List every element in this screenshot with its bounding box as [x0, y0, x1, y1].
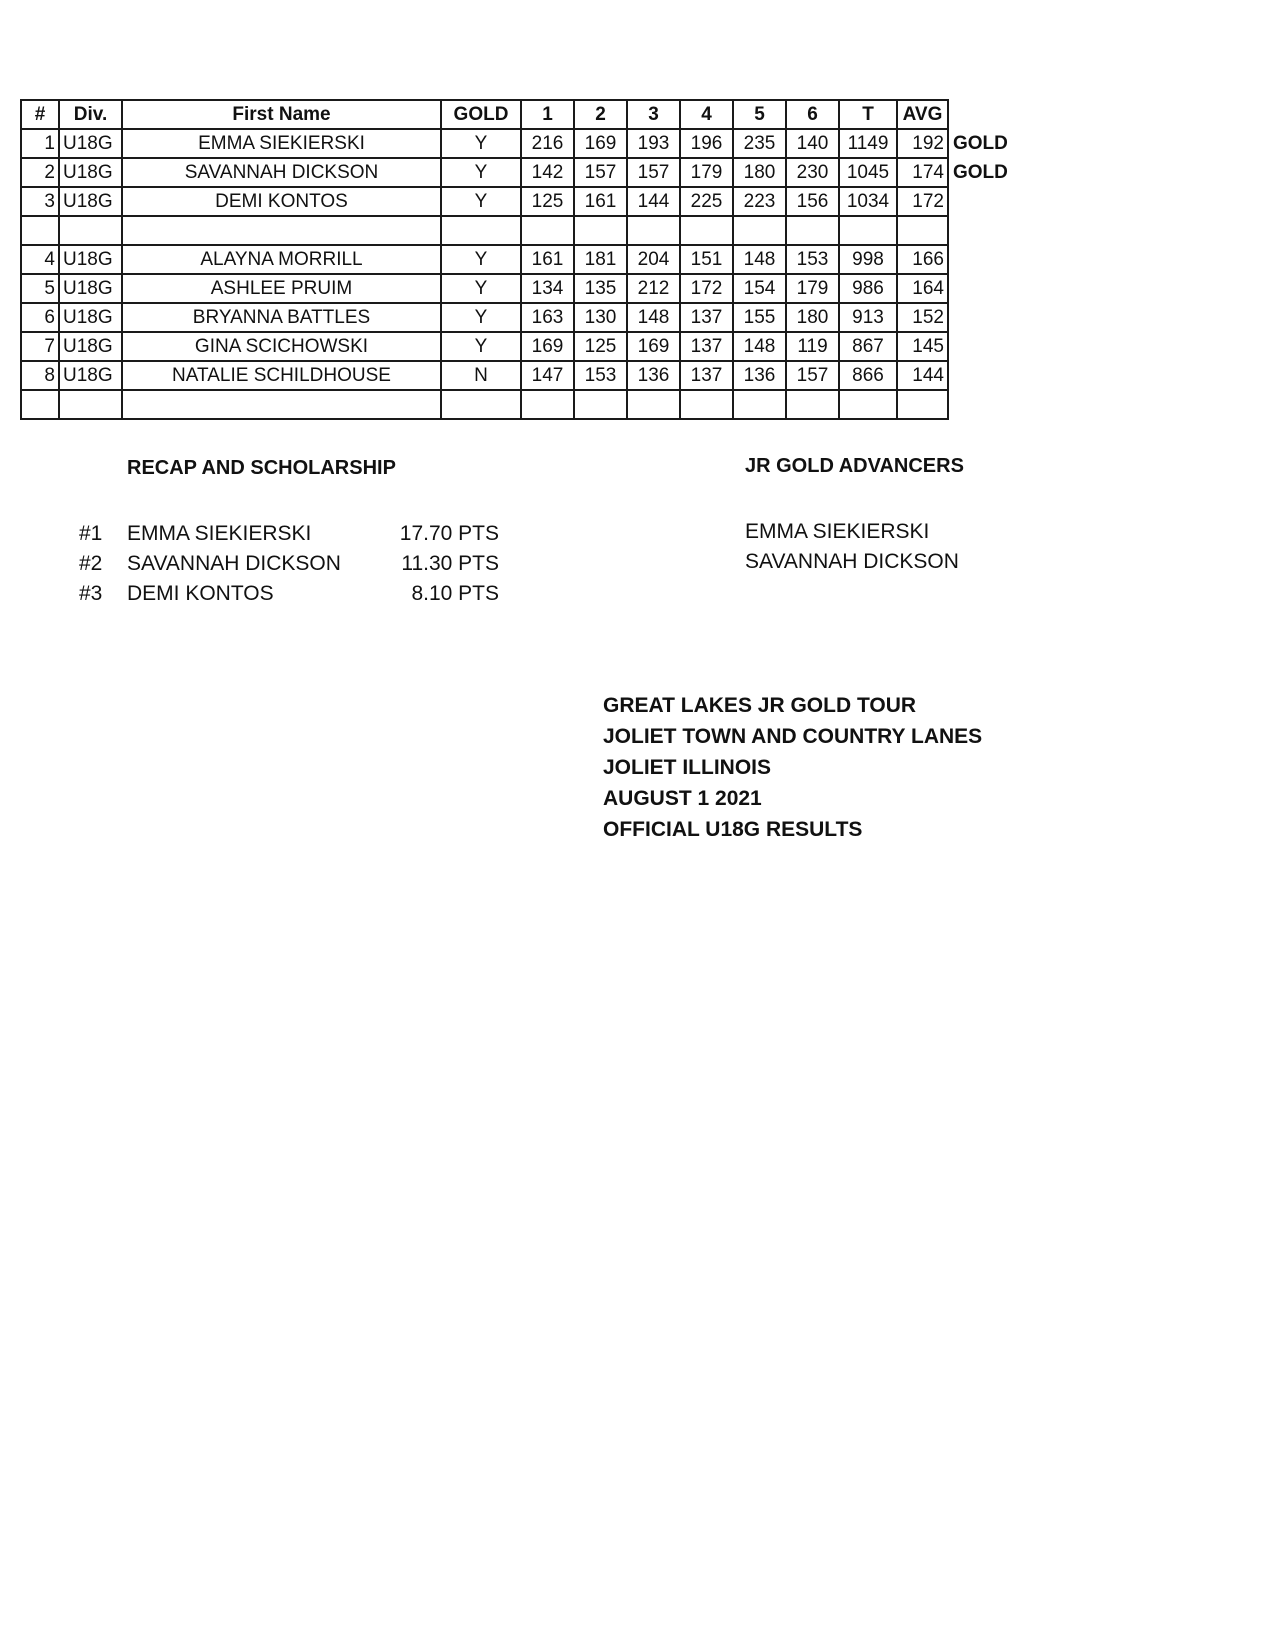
header-cell: 2	[574, 100, 627, 129]
game2-cell: 161	[574, 187, 627, 216]
rank-cell: 5	[21, 274, 59, 303]
name-cell: GINA SCICHOWSKI	[122, 332, 441, 361]
average-cell: 192	[897, 129, 948, 158]
table-row	[21, 245, 1017, 274]
recap-points: 11.30 PTS	[401, 552, 499, 575]
game2-cell: 125	[574, 332, 627, 361]
division-cell: U18G	[59, 274, 122, 303]
name-cell: EMMA SIEKIERSKI	[122, 129, 441, 158]
game4-cell: 137	[680, 361, 733, 390]
division-cell: U18G	[59, 332, 122, 361]
recap-entry	[79, 582, 509, 612]
name-cell: NATALIE SCHILDHOUSE	[122, 361, 441, 390]
header-cell: 4	[680, 100, 733, 129]
results-table	[20, 99, 1018, 420]
name-cell: SAVANNAH DICKSON	[122, 158, 441, 187]
game5-cell: 154	[733, 274, 786, 303]
name-cell: ALAYNA MORRILL	[122, 245, 441, 274]
game1-cell: 163	[521, 303, 574, 332]
gold-note	[948, 332, 1017, 361]
gold-note	[948, 245, 1017, 274]
note-header-spacer	[948, 100, 1017, 129]
total-cell: 867	[839, 332, 897, 361]
game1-cell: 216	[521, 129, 574, 158]
division-cell: U18G	[59, 187, 122, 216]
game2-cell: 157	[574, 158, 627, 187]
table-row	[21, 361, 1017, 390]
game6-cell: 179	[786, 274, 839, 303]
gold-note	[948, 303, 1017, 332]
game4-cell: 137	[680, 303, 733, 332]
total-cell: 998	[839, 245, 897, 274]
header-cell: 5	[733, 100, 786, 129]
name-cell: BRYANNA BATTLES	[122, 303, 441, 332]
game5-cell: 155	[733, 303, 786, 332]
header-cell: First Name	[122, 100, 441, 129]
recap-list	[79, 522, 509, 622]
average-cell: 152	[897, 303, 948, 332]
game4-cell: 137	[680, 332, 733, 361]
blank-row	[21, 390, 1017, 419]
event-date: AUGUST 1 2021	[603, 787, 762, 810]
gold-cell: Y	[441, 332, 521, 361]
game3-cell: 169	[627, 332, 680, 361]
game1-cell: 169	[521, 332, 574, 361]
total-cell: 1045	[839, 158, 897, 187]
division-cell: U18G	[59, 245, 122, 274]
game3-cell: 144	[627, 187, 680, 216]
game5-cell: 180	[733, 158, 786, 187]
header-cell: AVG	[897, 100, 948, 129]
game1-cell: 142	[521, 158, 574, 187]
header-row	[21, 100, 1017, 129]
game3-cell: 193	[627, 129, 680, 158]
rank-cell: 2	[21, 158, 59, 187]
game4-cell: 151	[680, 245, 733, 274]
game5-cell: 136	[733, 361, 786, 390]
game1-cell: 147	[521, 361, 574, 390]
header-cell: 3	[627, 100, 680, 129]
event-city: JOLIET ILLINOIS	[603, 756, 772, 779]
game2-cell: 130	[574, 303, 627, 332]
table-row	[21, 274, 1017, 303]
total-cell: 866	[839, 361, 897, 390]
gold-cell: Y	[441, 245, 521, 274]
recap-points: 8.10 PTS	[411, 582, 499, 605]
division-cell: U18G	[59, 158, 122, 187]
game1-cell: 125	[521, 187, 574, 216]
table-row	[21, 129, 1017, 158]
gold-cell: Y	[441, 187, 521, 216]
game4-cell: 172	[680, 274, 733, 303]
game5-cell: 148	[733, 245, 786, 274]
advancer-name: EMMA SIEKIERSKI	[745, 520, 930, 543]
average-cell: 144	[897, 361, 948, 390]
rank-cell: 1	[21, 129, 59, 158]
division-cell: U18G	[59, 129, 122, 158]
division-cell: U18G	[59, 303, 122, 332]
game3-cell: 148	[627, 303, 680, 332]
gold-note: GOLD	[953, 132, 1008, 154]
table-row	[21, 187, 1017, 216]
game6-cell: 119	[786, 332, 839, 361]
header-cell: 6	[786, 100, 839, 129]
header-cell: #	[21, 100, 59, 129]
rank-cell: 3	[21, 187, 59, 216]
recap-points: 17.70 PTS	[399, 522, 499, 545]
gold-note	[948, 187, 1017, 216]
game2-cell: 181	[574, 245, 627, 274]
total-cell: 913	[839, 303, 897, 332]
game6-cell: 157	[786, 361, 839, 390]
table-row	[21, 158, 1017, 187]
recap-entry	[79, 552, 509, 582]
gold-note	[948, 274, 1017, 303]
game3-cell: 212	[627, 274, 680, 303]
rank-cell: 6	[21, 303, 59, 332]
bottom-rows	[21, 245, 1017, 390]
rank-cell: 8	[21, 361, 59, 390]
top-rows	[21, 129, 1017, 216]
rank-cell: 4	[21, 245, 59, 274]
advancer-name: SAVANNAH DICKSON	[745, 550, 959, 573]
game4-cell: 225	[680, 187, 733, 216]
average-cell: 166	[897, 245, 948, 274]
game5-cell: 235	[733, 129, 786, 158]
gold-cell: Y	[441, 129, 521, 158]
header-cell: T	[839, 100, 897, 129]
total-cell: 986	[839, 274, 897, 303]
recap-entry	[79, 522, 509, 552]
rank-cell: 7	[21, 332, 59, 361]
table-row	[21, 303, 1017, 332]
table-row	[21, 332, 1017, 361]
gold-cell: Y	[441, 274, 521, 303]
game3-cell: 157	[627, 158, 680, 187]
gold-cell: Y	[441, 303, 521, 332]
event-tour: GREAT LAKES JR GOLD TOUR	[603, 694, 917, 717]
average-cell: 145	[897, 332, 948, 361]
game3-cell: 136	[627, 361, 680, 390]
recap-rank: #3	[79, 582, 103, 605]
event-info	[603, 690, 982, 845]
game6-cell: 153	[786, 245, 839, 274]
average-cell: 164	[897, 274, 948, 303]
gold-cell: N	[441, 361, 521, 390]
division-cell: U18G	[59, 361, 122, 390]
game2-cell: 169	[574, 129, 627, 158]
total-cell: 1034	[839, 187, 897, 216]
game2-cell: 135	[574, 274, 627, 303]
event-results-title: OFFICIAL U18G RESULTS	[603, 818, 863, 841]
game3-cell: 204	[627, 245, 680, 274]
gold-note: GOLD	[953, 161, 1008, 183]
blank-row	[21, 216, 1017, 245]
recap-heading: RECAP AND SCHOLARSHIP	[127, 457, 396, 479]
average-cell: 172	[897, 187, 948, 216]
game6-cell: 180	[786, 303, 839, 332]
event-venue: JOLIET TOWN AND COUNTRY LANES	[603, 725, 983, 748]
game5-cell: 223	[733, 187, 786, 216]
average-cell: 174	[897, 158, 948, 187]
gold-note	[948, 361, 1017, 390]
recap-name: DEMI KONTOS	[127, 582, 274, 605]
game6-cell: 156	[786, 187, 839, 216]
recap-name: SAVANNAH DICKSON	[127, 552, 341, 575]
name-cell: ASHLEE PRUIM	[122, 274, 441, 303]
header-cell: 1	[521, 100, 574, 129]
advancers-heading: JR GOLD ADVANCERS	[745, 455, 964, 477]
game6-cell: 230	[786, 158, 839, 187]
total-cell: 1149	[839, 129, 897, 158]
game1-cell: 161	[521, 245, 574, 274]
recap-name: EMMA SIEKIERSKI	[127, 522, 312, 545]
game6-cell: 140	[786, 129, 839, 158]
game4-cell: 196	[680, 129, 733, 158]
game4-cell: 179	[680, 158, 733, 187]
game1-cell: 134	[521, 274, 574, 303]
header-cell: Div.	[59, 100, 122, 129]
name-cell: DEMI KONTOS	[122, 187, 441, 216]
recap-rank: #2	[79, 552, 103, 575]
recap-rank: #1	[79, 522, 103, 545]
header-cell: GOLD	[441, 100, 521, 129]
gold-cell: Y	[441, 158, 521, 187]
game2-cell: 153	[574, 361, 627, 390]
game5-cell: 148	[733, 332, 786, 361]
